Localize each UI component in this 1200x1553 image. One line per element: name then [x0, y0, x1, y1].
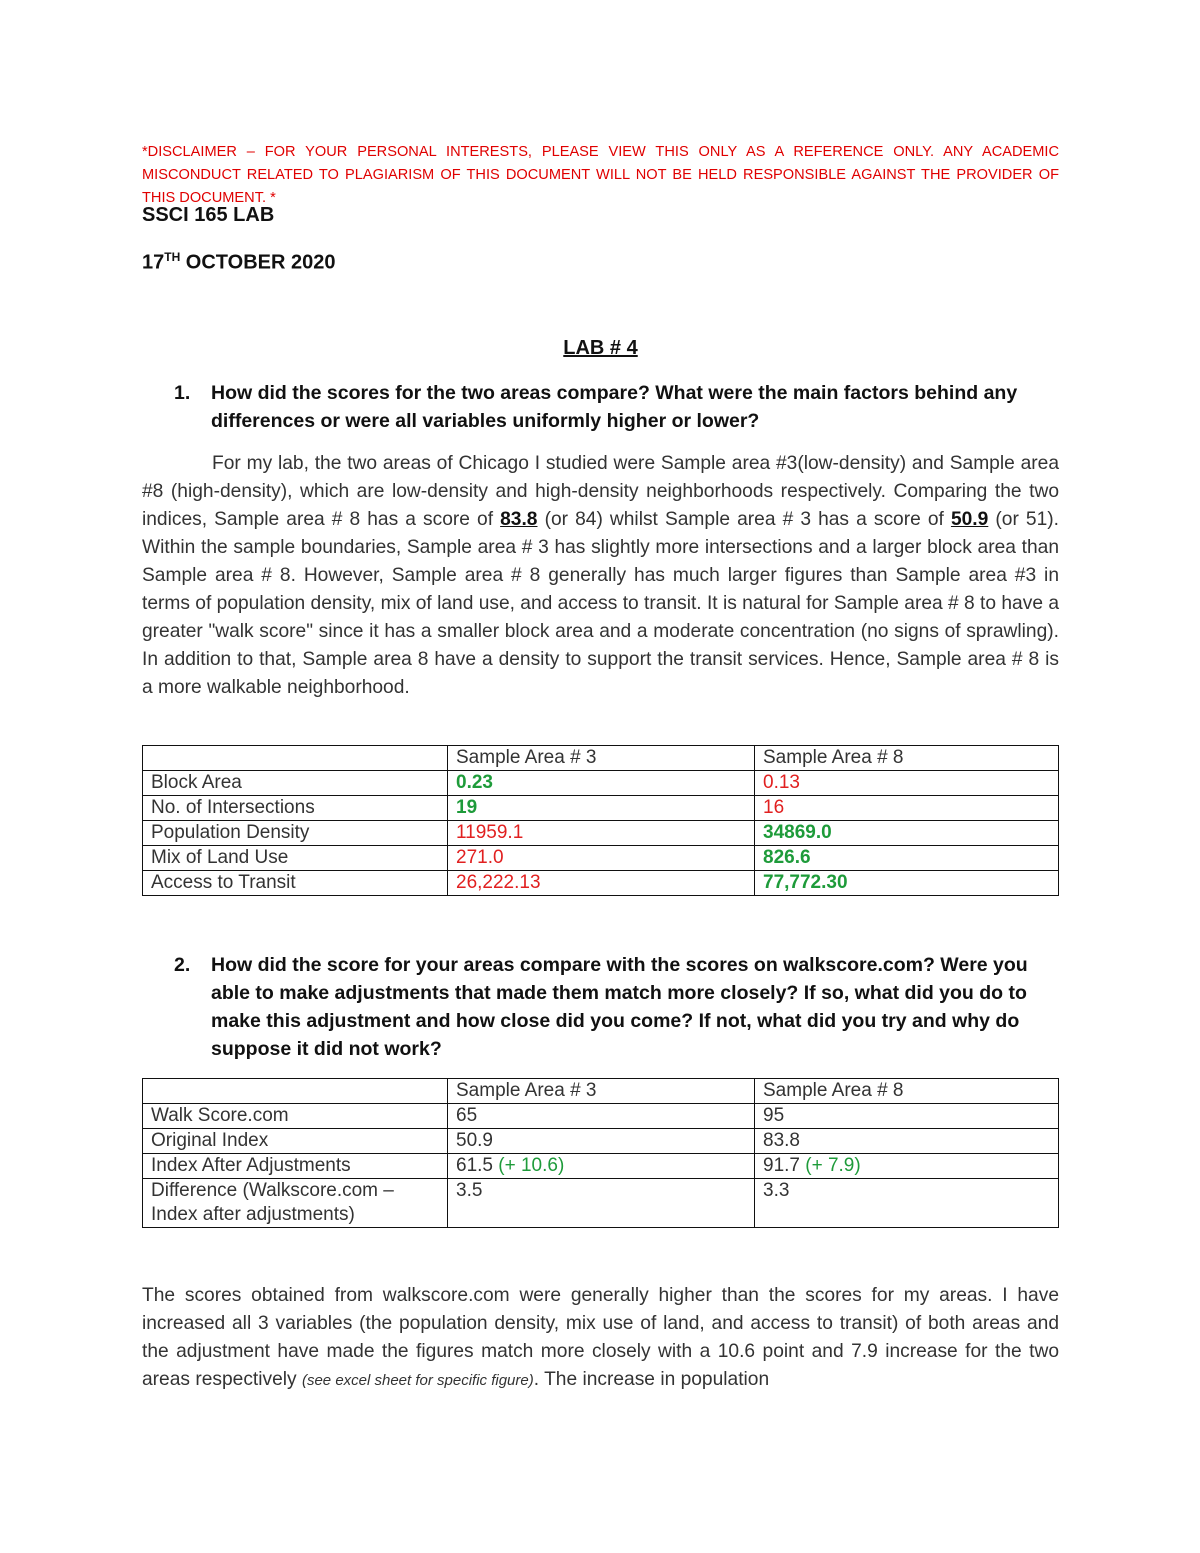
table-row [143, 771, 1059, 796]
table-header-cell: Sample Area # 8 [755, 1079, 1059, 1104]
row-label: Difference (Walkscore.com – Index after adjustments) [143, 1179, 448, 1228]
table-row [143, 871, 1059, 896]
table-scores [142, 1078, 1059, 1228]
table-row [143, 821, 1059, 846]
score-area-3: 50.9 [950, 509, 989, 530]
cell-area-8: 95 [755, 1104, 1059, 1129]
answer-1-part2: (or 84) whilst Sample area # 3 has a score of [537, 509, 951, 530]
cell-area-8: 77,772.30 [755, 871, 1059, 896]
answer-2-part1: The scores obtained from walkscore.com were generally higher than the scores for my areas. I have increased all 3 variables (the population density, mix use of land, and access to transit) of both areas and the adjustment have made the figures match more closely with a 10.6 point and 7.9 increase for the two areas respectively [142, 1285, 1059, 1390]
answer-1-paragraph [142, 450, 1059, 702]
document-date [142, 250, 336, 275]
cell-area-8: 16 [755, 796, 1059, 821]
course-title: SSCI 165 LAB [142, 204, 275, 226]
row-label: Walk Score.com [143, 1104, 448, 1129]
row-label: Population Density [143, 821, 448, 846]
cell-area-8: 826.6 [755, 846, 1059, 871]
cell-area-3: 65 [448, 1104, 755, 1129]
cell-area-3: 19 [448, 796, 755, 821]
answer-2-paragraph [142, 1282, 1059, 1395]
table-header-cell: Sample Area # 3 [448, 1079, 755, 1104]
table-header-cell: Sample Area # 3 [448, 746, 755, 771]
question-2 [142, 951, 1059, 1063]
cell-area-8: 34869.0 [755, 821, 1059, 846]
table-header-row [143, 746, 1059, 771]
question-2-text: How did the score for your areas compare with the scores on walkscore.com? Were you able to make adjustments that made them match more closely? If so, what did you do to make this adjustment and how close did you come? If not, what did you try and why do suppose it did not work? [211, 954, 1028, 1060]
cell-area-3: 3.5 [448, 1179, 755, 1228]
cell-area-8: 83.8 [755, 1129, 1059, 1154]
cell-area-3: 11959.1 [448, 821, 755, 846]
date-day: 17 [142, 251, 165, 274]
answer-2-part2: . The increase in population [533, 1369, 770, 1390]
cell-area-3: 50.9 [448, 1129, 755, 1154]
row-label: Access to Transit [143, 871, 448, 896]
lab-title: LAB # 4 [563, 337, 638, 359]
table-header-cell [143, 746, 448, 771]
adjusted-delta: (+ 7.9) [799, 1155, 861, 1176]
disclaimer-text: *DISCLAIMER – FOR YOUR PERSONAL INTERESTS, PLEASE VIEW THIS ONLY AS A REFERENCE ONLY. ANY ACADEMIC MISCONDUCT RELATED TO PLAGIARISM OF THIS DOCUMENT WILL NOT BE HELD RESPONSIBLE AGAINST THE PROVIDER OF THIS DOCUMENT. * [142, 144, 1059, 206]
date-rest: OCTOBER 2020 [180, 251, 336, 274]
answer-1-part3: (or 51). Within the sample boundaries, Sample area # 3 has slightly more intersections and a larger block area than Sample area # 8. However, Sample area # 8 generally has much larger figures than Sample area #3 in terms of population density, mix of land use, and access to transit. It is natural for Sample area # 8 to have a greater "walk score" since it has a smaller block area and a moderate concentration (no signs of sprawling). In addition to that, Sample area 8 have a density to support the transit services. Hence, Sample area # 8 is a more walkable neighborhood. [142, 509, 1059, 698]
table-row [143, 796, 1059, 821]
cell-area-3: 26,222.13 [448, 871, 755, 896]
date-suffix: TH [164, 250, 181, 264]
table-row [143, 1129, 1059, 1154]
question-1-number: 1. [174, 382, 191, 404]
row-label: Original Index [143, 1129, 448, 1154]
adjusted-delta: (+ 10.6) [492, 1155, 565, 1176]
row-label: Mix of Land Use [143, 846, 448, 871]
table-row [143, 1179, 1059, 1228]
score-area-8: 83.8 [500, 509, 538, 530]
table-variables [142, 745, 1059, 896]
cell-area-3: 0.23 [448, 771, 755, 796]
row-label: No. of Intersections [143, 796, 448, 821]
question-1-text: How did the scores for the two areas compare? What were the main factors behind any differences or were all variables uniformly higher or lower? [211, 382, 1018, 432]
adjusted-value: 91.7 [763, 1155, 800, 1176]
answer-1-part1: For my lab, the two areas of Chicago I studied were Sample area #3(low-density) and Sample area #8 (high-density), which are low-density and high-density neighborhoods respectively. Comparing the two indices, Sample area # 8 has a score of [142, 453, 1059, 530]
question-2-number: 2. [174, 954, 191, 976]
table-row [143, 1154, 1059, 1179]
row-label: Block Area [143, 771, 448, 796]
table-row [143, 846, 1059, 871]
cell-area-8: 0.13 [755, 771, 1059, 796]
row-label: Index After Adjustments [143, 1154, 448, 1179]
cell-area-8 [755, 1154, 1059, 1179]
cell-area-3: 271.0 [448, 846, 755, 871]
table-header-row [143, 1079, 1059, 1104]
table-header-cell: Sample Area # 8 [755, 746, 1059, 771]
cell-area-3 [448, 1154, 755, 1179]
answer-2-note: (see excel sheet for specific figure) [301, 1372, 534, 1389]
question-1 [142, 379, 1059, 435]
cell-area-8: 3.3 [755, 1179, 1059, 1228]
adjusted-value: 61.5 [456, 1155, 493, 1176]
table-header-cell [143, 1079, 448, 1104]
table-row [143, 1104, 1059, 1129]
